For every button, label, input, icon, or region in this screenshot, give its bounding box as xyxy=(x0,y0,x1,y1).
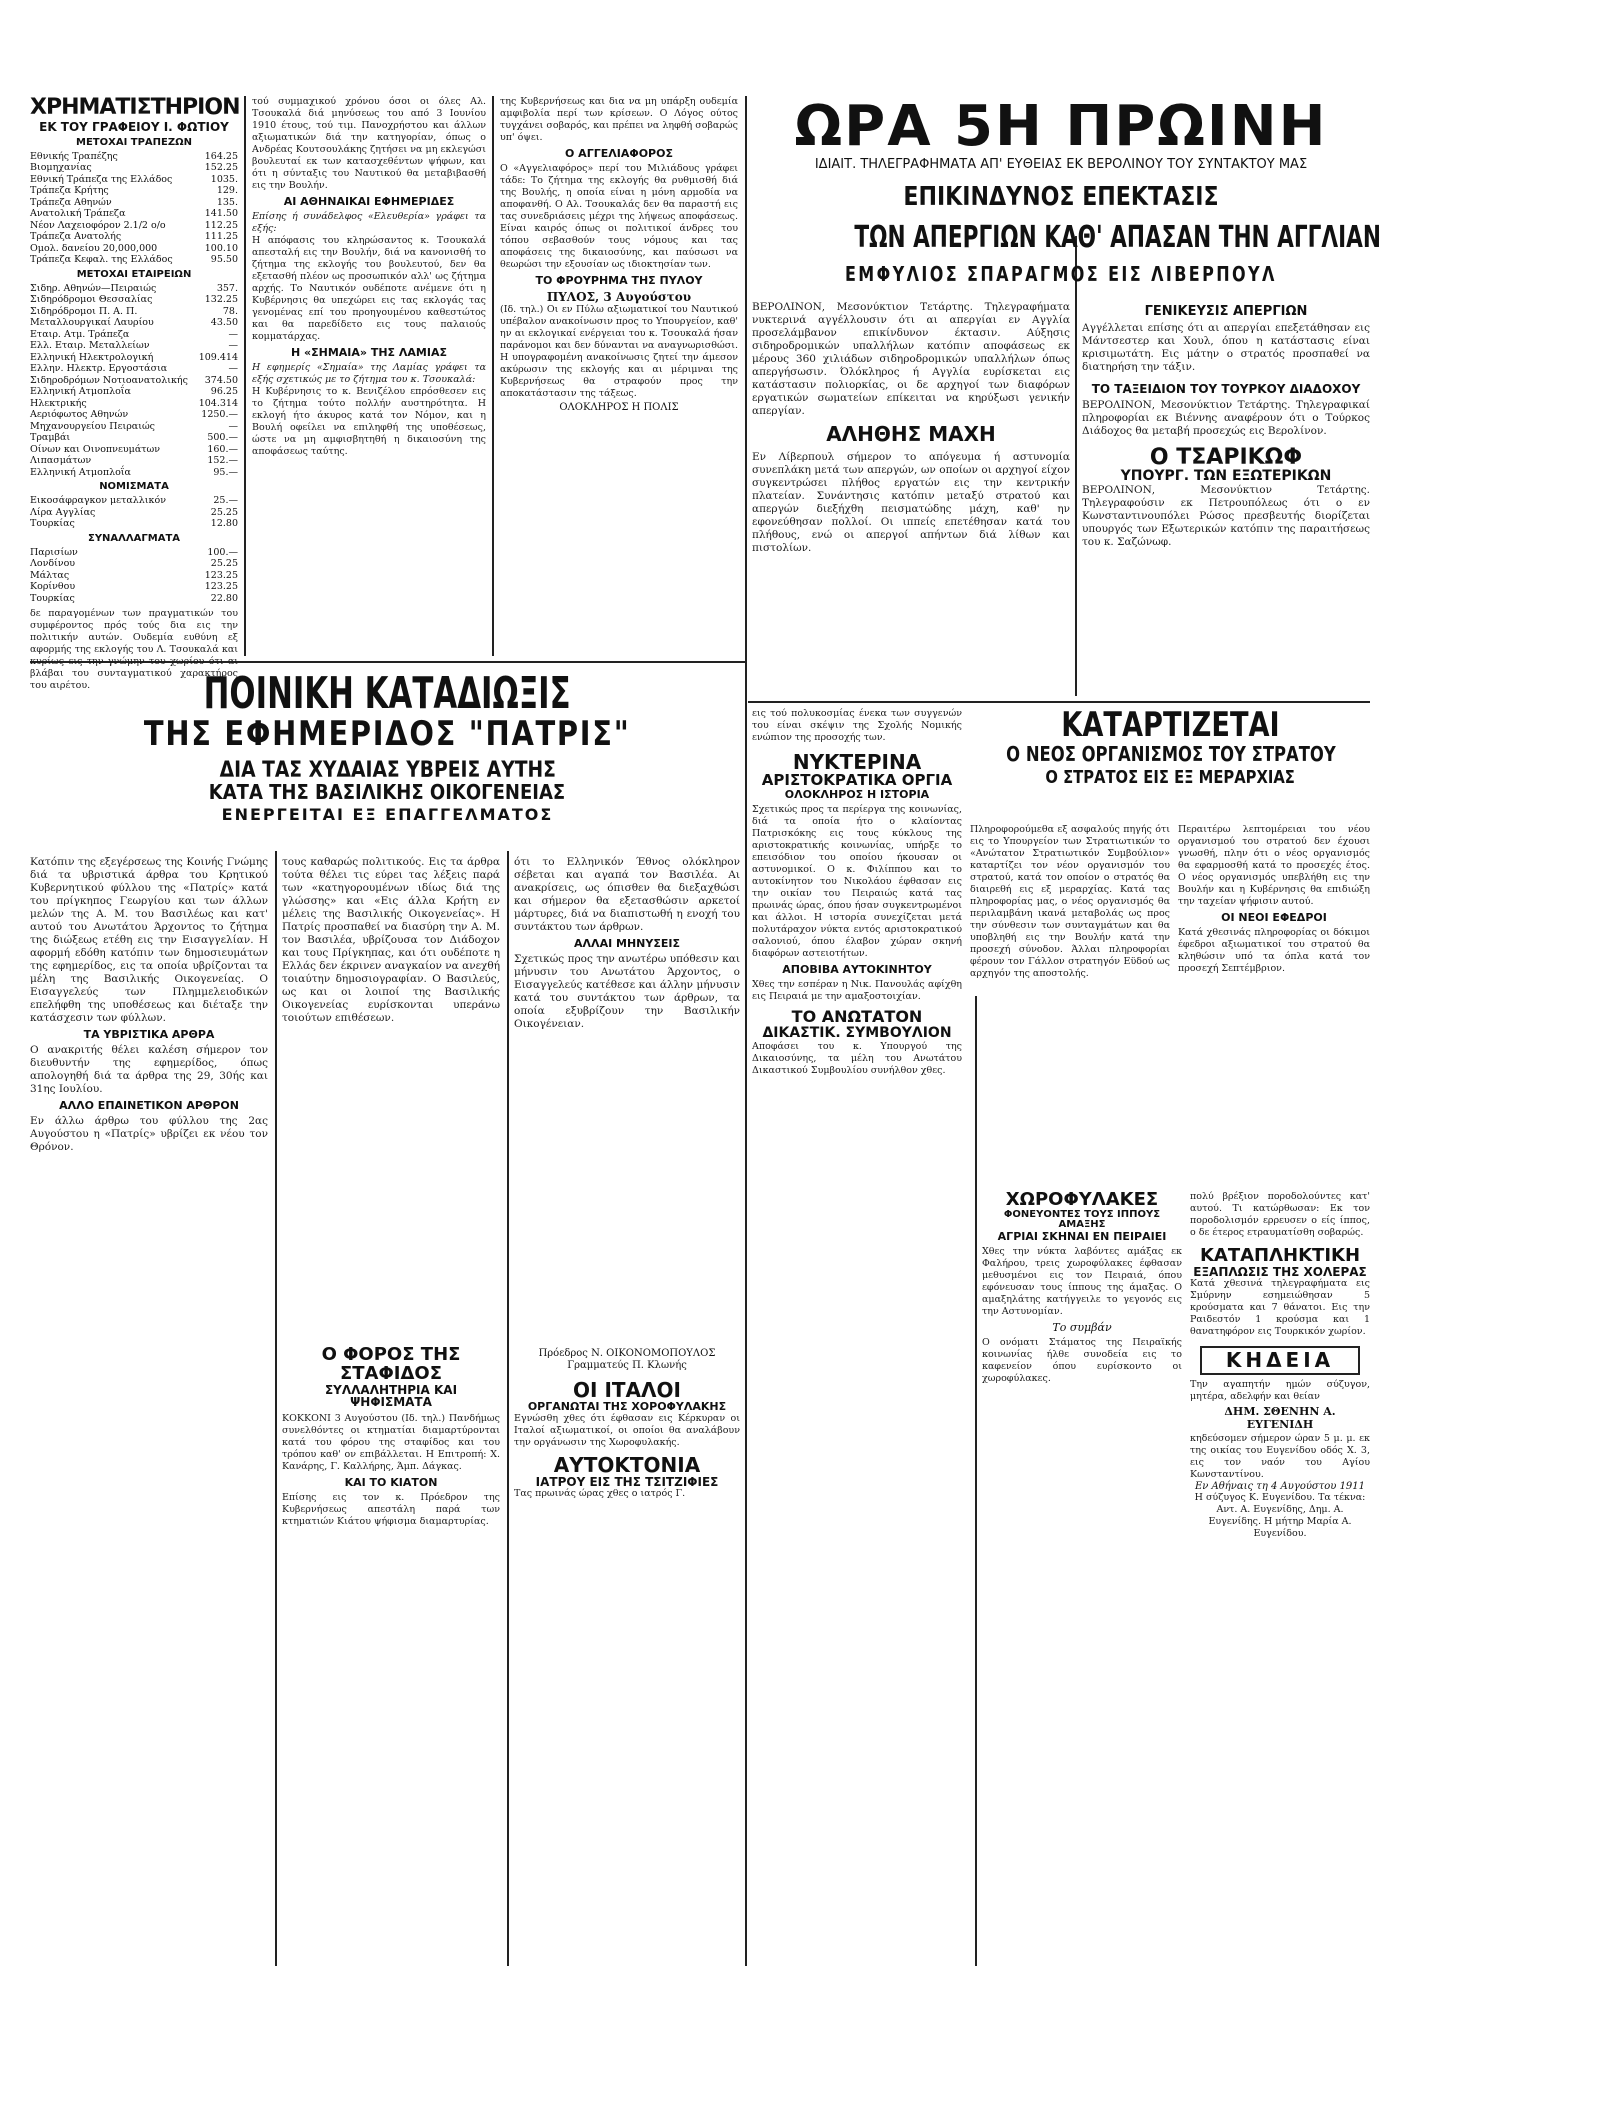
orgy-sub2: ΑΠΟΒΙΒΑ ΑΥΤΟΚΙΝΗΤΟΥ xyxy=(782,963,932,977)
funeral-signers: Η σύζυγος Κ. Ευγενίδου. Τα τέκνα: Αντ. Α. Ευγενίδης, Δημ. Α. Ευγενίδης. Η μήτηρ Μαρία Α. Ευγενίδου. xyxy=(1194,1492,1366,1540)
price-label: Ομολ. δανείου 20,000,000 xyxy=(30,242,158,254)
gendarmes-title3: ΑΓΡΙΑΙ ΣΚΗΝΑΙ ΕΝ ΠΕΙΡΑΙΕΙ xyxy=(997,1229,1167,1243)
army-head1: ΚΑΤΑΡΤΙΖΕΤΑΙ xyxy=(1060,705,1280,745)
patris-head3: ΔΙΑ ΤΑΣ ΧΥΔΑΙΑΣ ΥΒΡΕΙΣ ΑΥΤΗΣ xyxy=(219,757,556,783)
funeral-text2: κηδεύσομεν σήμερον ώραν 5 μ. μ. εκ της οικίας του Ευγενίδου οδός Χ. 3, εις τον ναόν του Αγίου Κωνσταντίνου. xyxy=(1190,1433,1370,1481)
price-value: 357. xyxy=(216,282,238,294)
cholera-title2: ΕΞΑΠΛΩΣΙΣ ΤΗΣ ΧΟΛΕΡΑΣ xyxy=(1193,1264,1367,1279)
army-head3: Ο ΣΤΡΑΤΟΣ ΕΙΣ ΕΞ ΜΕΡΑΡΧΙΑΣ xyxy=(1045,766,1295,788)
army-col2 xyxy=(1178,824,1370,1184)
price-label: Ελληνική Ατμοπλοΐα xyxy=(30,386,131,398)
right-text: πολύ βρέξιον ποροδολούντες κατ' αυτού. Τι κατώρθωσαν: Εκ τον ποροδολισμόν ερρευσεν ο είς ίππος, ο δε έτερος ετραυματίσθη σοβαρώς. xyxy=(1190,1191,1370,1238)
price-value: 100.10 xyxy=(204,242,238,254)
price-label: Τουρκίας xyxy=(30,518,75,530)
col3-section2-heading: ΠΥΛΟΣ, 3 Αυγούστου xyxy=(546,290,692,304)
right-sec1-text: Αγγέλλεται επίσης ότι αι απεργίαι επεξετάθησαν εις Μάντσεστερ και Χουλ, όπου η κατάστασις είναι κρισιμωτάτη. Εις μάτην ο στρατός προσπαθεί να διατηρήση την τάξιν. xyxy=(1082,322,1370,373)
price-row xyxy=(30,455,238,467)
column-rule xyxy=(244,96,246,656)
price-value: 109.414 xyxy=(198,351,238,363)
price-row xyxy=(30,208,238,220)
army-headlines xyxy=(970,705,1370,818)
col3b-text: Πρόεδρος Ν. ΟΙΚΟΝΟΜΟΠΟΥΛΟΣ Γραμματεύς Π. Κλωνής xyxy=(538,1348,716,1371)
price-row xyxy=(30,467,238,479)
strike-head3: ΕΜΦΥΛΙΟΣ ΣΠΑΡΑΓΜΟΣ ΕΙΣ ΛΙΒΕΡΠΟΥΛ xyxy=(845,262,1277,286)
coins-table xyxy=(30,495,238,530)
price-row xyxy=(30,432,238,444)
orgy-top-text: εις τού πολυκοσμίας ένεκα των συγγενών του είναι σκέψιν της Σχολής Νομικής ενώπιον της προσοχής των. xyxy=(752,708,962,743)
price-label: Κορίνθου xyxy=(30,581,76,593)
price-value: 129. xyxy=(216,185,238,197)
price-label: Ανατολική Τράπεζα xyxy=(30,208,126,220)
army-sub: ΟΙ ΝΕΟΙ ΕΦΕΔΡΟΙ xyxy=(1221,911,1327,924)
price-label: Τράπεζα Αθηνών xyxy=(30,196,112,208)
price-value: 25.25 xyxy=(210,506,238,518)
price-row xyxy=(30,547,238,559)
exchange-subtitle: ΕΚ ΤΟΥ ΓΡΑΦΕΙΟΥ Ι. ΦΩΤΙΟΥ xyxy=(39,120,229,135)
price-label: Νέον Λαχειοφόρον 2.1/2 ο/ο xyxy=(30,219,166,231)
price-value: 100.— xyxy=(207,546,238,558)
masthead-title: ΩΡΑ 5Η ΠΡΩΙΝΗ xyxy=(794,94,1328,159)
price-value: 500.— xyxy=(207,432,238,444)
funeral-name: ΔΗΜ. ΣΘΕΝΗΝ Α. ΕΥΓΕΝΙΔΗ xyxy=(1224,1405,1336,1432)
patris-c1-text2: Ο ανακριτής θέλει καλέση σήμερον τον διευθυντήν της εφημερίδος, όπως απολογηθή διά τα άρθρα της 29, 30ής και 31ης Ιουλίου. xyxy=(30,1044,268,1095)
price-value: 152.— xyxy=(207,455,238,467)
army-c2-text2: Κατά χθεσινάς πληροφορίας οι δόκιμοι έφεδροι αξιωματικοί του στρατού θα κληθώσιν υπό τα όπλα κατά τον προσεχή Σεπτέμβριον. xyxy=(1178,927,1370,974)
price-row xyxy=(30,386,238,398)
price-row xyxy=(30,363,238,375)
patris-c3-text: ότι το Ελληνικόν Έθνος ολόκληρον σέβεται και αγαπά τον Βασιλέα. Αι ανακρίσεις, ως όπισθεν θα διεξαχθώσι και σήμερον θα εξετασθώσιν αρκετοί μάρτυρες, διά να διαπιστωθή η ενοχή του συντάκτου των άρθρων. xyxy=(514,856,740,933)
price-value: 1250.— xyxy=(201,409,238,421)
patris-head4: ΚΑΤΑ ΤΗΣ ΒΑΣΙΛΙΚΗΣ ΟΙΚΟΓΕΝΕΙΑΣ xyxy=(209,779,566,804)
right-sec2-text: ΒΕΡΟΛΙΝΟΝ, Μεσονύκτιον Τετάρτης. Τηλεγραφικαί πληροφορίαι εκ Βιέννης αναφέρουν ότι ο Τούρκος Διάδοχος θα μεταβή προσεχώς εις Βερολίνον. xyxy=(1082,399,1370,437)
patris-c1-text: Κατόπιν της εξεγέρσεως της Κοινής Γνώμης διά τα υβριστικά άρθρα του Κρητικού Κυβερνητικού φύλλου της «Πατρίς» κατά του πρίγκηπος Γεωργίου και των άλλων μελών της Α. Μ. του Βασιλέως και κατ' αυτού του Ανωτάτου Άρχοντος το ζήτημα της διώξεως ετέθη εις την Εισαγγελίαν. Η αφορμή εδόθη κατόπιν των δημοσιευμάτων της εφημερίδος, εις τα οποία υβρίζονται τα μέλη της Βασιλικής Οικογενείας. Ο Εισαγγελεύς των Πλημμελειοδικών επελήφθη της υποθέσεως και διέταξε την κατάσχεσιν των φύλλων. xyxy=(30,856,268,1024)
price-label: Εταιρ. Ατμ. Τράπεζα xyxy=(30,328,130,340)
gendarmes-text2: Ο ονόματι Στάματος της Πειραϊκής κοινωνίας ήλθε συνοδεία εις το καφενείον όπου ευρίσκοντο οι χωροφύλακες. xyxy=(982,1337,1182,1385)
battle-text: Εν Λίβερπουλ σήμερον το απόγευμα ή αστυνομία συνεπλάκη μετά των απεργών, ων οποίων οι αρχηγοί είχον συγκεντρώσει πλήθος εργατών εις την κεντρικήν πλατείαν. Συνάντησις κατόπιν μεταξύ στρατού και απεργών διεξήχθη πεισματώδης μάχη, καθ' ην εφονεύθησαν πολλοί. Οι ιππείς επετέθησαν κατά του πλήθους, ενώ οι απεργοί απήντων διά λίθων και πιστολίων. xyxy=(752,451,1070,554)
patris-c1-text3: Εν άλλω άρθρω του φύλλου της 2ας Αυγούστου η «Πατρίς» υβρίζει εκ νέου τον Θρόνον. xyxy=(30,1115,268,1153)
price-value: 43.50 xyxy=(210,317,238,329)
strike-left xyxy=(752,301,1070,696)
price-row xyxy=(30,220,238,232)
column-rule xyxy=(275,851,277,1966)
price-row xyxy=(30,151,238,163)
col3b-stories xyxy=(514,1346,740,1966)
strike-head1: ΕΠΙΚΙΝΔΥΝΟΣ ΕΠΕΚΤΑΣΙΣ xyxy=(903,182,1219,212)
orgy-column xyxy=(752,708,962,1966)
currants-text2: Επίσης εις τον κ. Πρόεδρον της Κυβερνήσεως απεστάλη παρά των κτηματιών Κιάτου ψήφισμα διαμαρτυρίας. xyxy=(282,1491,500,1527)
strike-left-text: ΒΕΡΟΛΙΝΟΝ, Μεσονύκτιον Τετάρτης. Τηλεγραφήματα νυκτερινά αγγέλλουσιν ότι αι απεργίαι εν Αγγλία προσελάμβανον επικίνδυνον έκτασιν. Αύξησις σιδηροδρομικών υπαλλήλων κατόπιν αποφάσεως εκ μέρους 360 χιλιάδων σιδηροδρομικών υπαλλήλων όπως απεργήσωσιν. Όλόκληρος ή Αγγλία ευρίσκεται εις κατάστασιν πολιορκίας, οι δε αρχηγοί των διαφόρων εργατικών σωματείων επίκειται να κηρύξωσι γενικήν απεργίαν. xyxy=(752,301,1070,417)
price-row xyxy=(30,398,238,410)
cholera-title1: ΚΑΤΑΠΛΗΚΤΙΚΗ xyxy=(1199,1245,1361,1266)
price-value: 22.80 xyxy=(210,592,238,604)
right-column xyxy=(1190,1191,1370,1966)
price-row xyxy=(30,294,238,306)
column-rule xyxy=(745,96,747,1966)
patris-head5: ΕΝΕΡΓΕΙΤΑΙ ΕΞ ΕΠΑΓΓΕΛΜΑΤΟΣ xyxy=(221,804,554,824)
patris-c3-sub: ΑΛΛΑΙ ΜΗΝΥΣΕΙΣ xyxy=(574,937,680,950)
price-value: 160.— xyxy=(207,443,238,455)
price-label: Τουρκίας xyxy=(30,592,75,604)
patris-c1-sub2: ΑΛΛΟ ΕΠΑΙΝΕΤΙΚΟΝ ΑΡΘΡΟΝ xyxy=(59,1099,239,1112)
newspaper-page xyxy=(30,94,1381,1966)
price-value: 96.25 xyxy=(210,386,238,398)
col2-top-text: τού συμμαχικού χρόνου όσοι οι όλες Αλ. Τσουκαλά διά μηνύσεως του από 3 Ιουνίου 1910 έτους, τού τιμ. Πανοχρήστου και άλλων αξιωματικών διά την κατηγορίαν, όπως ο Ανδρέας Κουτσουλάκης ζητήσει να μη εκλεγώσι βουλευταί εκ των κατασχεθέντων ψήφων, και ότι η σύνταξις του Ναυτικού θα μεταβιβασθή εις την Βουλήν. xyxy=(252,96,486,191)
exchange-column xyxy=(30,95,240,692)
price-label: Οίνων και Οινοπνευμάτων xyxy=(30,443,161,455)
price-label: Λιπασμάτων xyxy=(30,455,92,467)
orgy-sub3-1: ΤΟ ΑΝΩΤΑΤΟΝ xyxy=(791,1007,923,1027)
price-label: Εικοσάφραγκον μεταλλικόν xyxy=(30,495,166,507)
orgy-text: Σχετικώς προς τα περίεργα της κοινωνίας, διά τα οποία ήτο ο κλαίοντας Πατρισκόκης εις τους κύκλους της αριστοκρατικής κοινωνίας, υπήρξε το επεισόδιον του οποίου ήκουσαν οι αστυνομικοί. Ο κ. Φιλίππου και το αυτοκίνητον του Νικολάου έφθασαν εις την οικίαν του Πειραιώς κατά τας πρωινάς ώρας, όπου ήσαν συγκεντρωμένοι και άλλοι. Η ιστορία συνεχίζεται μετά πολυτάραχον νύκτα εντός αριστοκρατικού σαλονιού, όπου έλαβον χώραν σκηνή διαφόρων αστειοτήτων. xyxy=(752,804,962,960)
price-row xyxy=(30,329,238,341)
funeral-date: Εν Αθήναις τη 4 Αυγούστου 1911 xyxy=(1194,1481,1366,1493)
price-row xyxy=(30,581,238,593)
price-value: 123.25 xyxy=(204,581,238,593)
price-row xyxy=(30,558,238,570)
patris-head1: ΠΟΙΝΙΚΗ ΚΑΤΑΔΙΩΞΙΣ xyxy=(203,668,572,719)
gendarmes-title2: ΦΟΝΕΥΟΝΤΕΣ ΤΟΥΣ ΙΠΠΟΥΣ ΑΜΑΞΗΣ xyxy=(1003,1208,1161,1231)
orgy-text2: Χθες την εσπέραν η Νικ. Πανουλάς αφίχθη εις Πειραιά με την αμαξοστοιχίαν. xyxy=(752,979,962,1003)
price-row xyxy=(30,518,238,530)
price-label: Αεριόφωτος Αθηνών xyxy=(30,409,129,421)
column-rule xyxy=(492,96,494,656)
exchange-body: δε παραγομένων των πραγματικών του συμφέροντος πρός τούς δια εις την πολιτικήν αυτών. Ουδεμία ευθύνη εξ αφορμής της εκλογής του Λ. Τσουκαλά και κυρίως εις την γνώμην του χωρίου ότι αι βλάβαι του συνταγματικού χαρακτήρος του αιρέτου. xyxy=(30,608,238,692)
price-value: 123.25 xyxy=(204,569,238,581)
currants-subtitle: ΣΥΛΛΑΛΗΤΗΡΙΑ ΚΑΙ ΨΗΦΙΣΜΑΤΑ xyxy=(324,1382,458,1410)
price-label: Ελλην. Ηλεκτρ. Εργοστάσια xyxy=(30,363,168,375)
suicide-text: Τας πρωινάς ώρας χθες ο ιατρός Γ. xyxy=(514,1488,686,1500)
patris-col3 xyxy=(514,856,740,1336)
price-label: Τραμβάι xyxy=(30,432,71,444)
companies-table xyxy=(30,283,238,479)
funeral-title: ΚΗΔΕΙΑ xyxy=(1225,1348,1335,1373)
price-value: — xyxy=(228,363,238,375)
price-label: Σιδηρ. Αθηνών—Πειραιώς xyxy=(30,282,157,294)
patris-headlines xyxy=(30,668,745,851)
price-label: Εθνική Τράπεζα της Ελλάδος xyxy=(30,173,173,185)
price-row xyxy=(30,409,238,421)
strike-headline-3 xyxy=(752,264,1370,294)
right-sec3-title1: Ο ΤΣΑΡΙΚΩΦ xyxy=(1149,445,1303,470)
italians-title2: ΟΡΓΑΝΩΤΑΙ ΤΗΣ ΧΟΡΟΦΥΛΑΚΗΣ xyxy=(527,1400,727,1413)
price-label: Μηχανουργείου Πειραιώς xyxy=(30,420,156,432)
column-rule xyxy=(507,851,509,1966)
price-row xyxy=(30,375,238,387)
price-value: 1035. xyxy=(210,173,238,185)
army-c2-text: Περαιτέρω λεπτομέρειαι του νέου οργανισμού του στρατού δεν έχουσι γνωσθή, πλην ότι ο νέος οργανισμός θα εφαρμοσθή κατά το προσεχές έτος. Ο νέος οργανισμός υπεβλήθη εις την Βουλήν και η Κυβέρνησις θα επιδιώξη την ταχείαν ψήφισιν αυτού. xyxy=(1178,824,1370,907)
right-sec3-text: ΒΕΡΟΛΙΝΟΝ, Μεσονύκτιον Τετάρτης. Τηλεγραφούσιν εκ Πετρουπόλεως ότι ο εν Κωνσταντινουπόλει Ρώσος πρεσβευτής διορίζεται υπουργός των Εξωτερικών κατόπιν της παραιτήσεως του κ. Σαζώνωφ. xyxy=(1082,483,1370,548)
currants-sub2: ΚΑΙ ΤΟ ΚΙΑΤΟΝ xyxy=(344,1475,438,1489)
price-row xyxy=(30,231,238,243)
suicide-title2: ΙΑΤΡΟΥ ΕΙΣ ΤΗΣ ΤΣΙΤΖΙΦΙΕΣ xyxy=(535,1474,719,1489)
col2-section2-title: Η «ΣΗΜΑΙΑ» ΤΗΣ ΛΑΜΙΑΣ xyxy=(290,346,447,359)
price-row xyxy=(30,352,238,364)
currants-text: ΚΟΚΚΟΝΙ 3 Αυγούστου (Ιδ. τηλ.) Πανδήμως συνελθόντες οι κτηματίαι διαμαρτύρονται κατά του φόρου της σταφίδος και του τρόπου καθ' ον επιβάλλεται. Η Επιτροπή: Χ. Κανάρης, Γ. Καλλήρης, Άμπ. Δάγκας. xyxy=(282,1412,500,1472)
col3-signature: ΟΛΟΚΛΗΡΟΣ Η ΠΟΛΙΣ xyxy=(559,402,679,413)
army-c1-text: Πληροφορούμεθα εξ ασφαλούς πηγής ότι εις το Υπουργείον των Στρατιωτικών το «Ανώτατον Στρατιωτικόν Συμβούλιον» καταρτίζει τον νέον οργανισμόν του στρατού, κατά τον οποίον ο στρατός θα διαιρεθή εις εξ μεραρχίας. Κατά τας πληροφορίας μας, ο νέος οργανισμός θα περιλαμβάνη ικανά μεταβολάς ως προς την σύνθεσιν των συνταγμάτων και θα υποβληθή εις την Βουλήν κατά την προσεχή σύνοδον. Άλλαι πληροφορίαι φέρουν τον Γάλλον στρατηγόν Εϋδού ως αρχηγόν της αποστολής. xyxy=(970,824,1170,979)
gendarmes-text: Χθες την νύκτα λαβόντες αμάξας εκ Φαλήρου, τρεις χωροφύλακες έφθασαν μεθυσμένοι εις τον Πειραιά, όπου εφόνευσαν τους ίππους της άμαξας. Ο αμαξηλάτης κατήγγειλε το γεγονός εις την Αστυνομίαν. xyxy=(982,1246,1182,1318)
price-label: Τράπεζα Κεφαλ. της Ελλάδος xyxy=(30,254,173,266)
funeral-text: Την αγαπητήν ημών σύζυγον, μητέρα, αδελφήν και θείαν xyxy=(1190,1379,1370,1403)
exchange-title: ΧΡΗΜΑΤΙΣΤΗΡΙΟΝ xyxy=(30,95,240,120)
price-row xyxy=(30,317,238,329)
col3-section2-title: ΤΟ ΦΡΟΥΡΗΜΑ ΤΗΣ ΠΥΛΟΥ xyxy=(535,274,703,287)
italians-title1: ΟΙ ΙΤΑΛΟΙ xyxy=(573,1378,681,1402)
price-label: Ηλεκτρικής xyxy=(30,397,87,409)
col2-section2-text: Η Κυβέρνησις το κ. Βενιζέλου επρόσθεσεν εις το ζήτημα τούτο πολλήν αυστηρότητα. Η εκλογή ήτο άκυρος κατά τον Νόμον, και η Βουλή οφείλει να επιληφθή της υποθέσεως, ώστε να μη αμφισβητηθή η δικαιοσύνη της αποφάσεως ταύτης. xyxy=(252,386,486,457)
price-row xyxy=(30,444,238,456)
price-row xyxy=(30,185,238,197)
patris-c3-text2: Σχετικώς προς την ανωτέρω υπόθεσιν και μήνυσιν του Ανωτάτου Άρχοντος, ο Εισαγγελεύς κατέθεσε και άλλην μήνυσιν κατά του συντάκτου των άρθρων, τα οποία εξυβρίζουν την Βασιλικήν Οικογένειαν. xyxy=(514,953,740,1030)
price-row xyxy=(30,306,238,318)
price-row xyxy=(30,593,238,605)
col2-section1-title: ΑΙ ΑΘΗΝΑΙΚΑΙ ΕΦΗΜΕΡΙΔΕΣ xyxy=(283,195,455,208)
price-value: 111.25 xyxy=(204,231,238,243)
price-label: Μάλτας xyxy=(30,569,70,581)
price-value: 141.50 xyxy=(204,208,238,220)
price-row xyxy=(30,340,238,352)
col3-section2-text: (Ιδ. τηλ.) Οι εν Πύλω αξιωματικοί του Ναυτικού υπέβαλον ανακοίνωσιν προς το Υπουργείον, καθ' ην αι εκλογικαί ενέργειαι του κ. Τσουκαλά ήσαν παράνομοι και δεν δύνανται να αναγνωρισθώσι. Η υπογραφομένη ανακοίνωσις ζητεί την άμεσον ακύρωσιν της εκλογής και αι μέριμναι της Κυβερνήσεως θα στραφούν προς την αποκατάστασιν της τάξεως. xyxy=(500,304,738,399)
patris-head2: ΤΗΣ ΕΦΗΜΕΡΙΔΟΣ "ΠΑΤΡΙΣ" xyxy=(144,714,631,755)
price-value: 152.25 xyxy=(204,162,238,174)
fx-heading: ΣΥΝΑΛΛΑΓΜΑΤΑ xyxy=(87,532,181,544)
price-label: Σιδηρόδρομοι Π. Α. Π. xyxy=(30,305,138,317)
strike-headline-2 xyxy=(752,220,1381,262)
price-row xyxy=(30,197,238,209)
price-value: 374.50 xyxy=(204,374,238,386)
banks-heading: ΜΕΤΟΧΑΙ ΤΡΑΠΕΖΩΝ xyxy=(76,136,192,148)
price-row xyxy=(30,254,238,266)
price-label: Σιδηρόδρομοι Θεσσαλίας xyxy=(30,294,153,306)
masthead-subtitle: ΙΔΙΑΙΤ. ΤΗΛΕΓΡΑΦΗΜΑΤΑ ΑΠ' ΕΥΘΕΙΑΣ ΕΚ ΒΕΡΟΛΙΝΟΥ ΤΟΥ ΣΥΝΤΑΚΤΟΥ ΜΑΣ xyxy=(814,157,1308,172)
col2-section2-intro: Η εφημερίς «Σημαία» της Λαμίας γράφει τα εξής σχετικώς με το ζήτημα του κ. Τσουκαλά: xyxy=(252,362,486,385)
gendarmes-story xyxy=(982,1191,1182,1966)
price-value: 164.25 xyxy=(204,150,238,162)
orgy-title3: ΟΛΟΚΛΗΡΟΣ Η ΙΣΤΟΡΙΑ xyxy=(784,787,930,801)
price-label: Σιδηροδρόμων Νοτιοανατολικής xyxy=(30,374,188,386)
price-row xyxy=(30,243,238,255)
price-label: Μεταλλουργικαί Λαυρίου xyxy=(30,317,154,329)
strike-right xyxy=(1082,301,1370,696)
currants-story xyxy=(282,1346,500,1966)
price-value: 112.25 xyxy=(204,219,238,231)
price-label: Τράπεζα Ανατολής xyxy=(30,231,122,243)
price-label: Λίρα Αγγλίας xyxy=(30,506,96,518)
price-value: 132.25 xyxy=(204,294,238,306)
right-sec3-title2: ΥΠΟΥΡΓ. ΤΩΝ ΕΞΩΤΕΡΙΚΩΝ xyxy=(1120,468,1332,485)
price-value: 25.— xyxy=(213,495,238,507)
price-value: — xyxy=(228,420,238,432)
price-row xyxy=(30,570,238,582)
price-label: Παρισίων xyxy=(30,546,78,558)
right-sec1-title: ΓΕΝΙΚΕΥΣΙΣ ΑΠΕΡΓΙΩΝ xyxy=(1144,304,1308,319)
strike-head2: ΤΩΝ ΑΠΕΡΓΙΩΝ ΚΑΘ' ΑΠΑΣΑΝ ΤΗΝ ΑΓΓΛΙΑΝ xyxy=(854,220,1381,255)
italians-text: Εγνώσθη χθες ότι έφθασαν εις Κέρκυραν οι Ιταλοί αξιωματικοί, οι οποίοι θα αναλάβουν την οργάνωσιν της Χωροφυλακής. xyxy=(514,1412,740,1448)
battle-title: ΑΛΗΘΗΣ ΜΑΧΗ xyxy=(826,422,996,446)
price-value: 95.— xyxy=(213,466,238,478)
price-label: Εθνικής Τραπέζης xyxy=(30,150,118,162)
price-value: — xyxy=(228,340,238,352)
price-row xyxy=(30,507,238,519)
price-label: Ελλ. Εταιρ. Μεταλλείων xyxy=(30,340,150,352)
currants-title: Ο ΦΟΡΟΣ ΤΗΣ ΣΤΑΦΙΔΟΣ xyxy=(321,1344,461,1384)
banks-table xyxy=(30,151,238,266)
price-row xyxy=(30,421,238,433)
army-head2: Ο ΝΕΟΣ ΟΡΓΑΝΙΣΜΟΣ ΤΟΥ ΣΤΡΑΤΟΥ xyxy=(1006,741,1336,766)
price-value: 12.80 xyxy=(210,518,238,530)
price-row xyxy=(30,495,238,507)
army-col1 xyxy=(970,824,1170,1184)
price-value: 135. xyxy=(216,196,238,208)
price-row xyxy=(30,283,238,295)
orgy-text3: Αποφάσει του κ. Υπουργού της Δικαιοσύνης, τα μέλη του Ανωτάτου Δικαστικού Συμβουλίου συνήλθον χθες. xyxy=(752,1040,962,1076)
col2-section1-intro: Επίσης ή συνάδελφος «Ελευθερία» γράφει τα εξής: xyxy=(252,211,486,234)
price-row xyxy=(30,162,238,174)
patris-col1 xyxy=(30,856,268,1966)
col3-top-text: της Κυβερνήσεως και δια να μη υπάρξη ουδεμία αμφιβολία περί των κρίσεων. Ο Λόγος ούτος τυγχάνει σοβαρός, και πρέπει να ληφθή σοβαρώς υπ' όψει. xyxy=(500,96,738,143)
col2-section1-text: Η απόφασις του κληρώσαντος κ. Τσουκαλά απεσταλή εις την Βουλήν, διά να κανονισθή το ζήτημα της εκλογής του βουλευτού, δεν θα εξετασθή πλέον ως προσωπικόν αλλ' ως ζήτημα αρχής. Το Ναυτικόν ουδέποτε ανέμενε ότι η Κυβέρνησις θα υπεχώρει εις τας εκλογάς τας γενομένας επί του προηγουμένου καθεστώτος και θα παρεδίδετο εις τους παλαιούς κομματάρχας. xyxy=(252,235,486,342)
price-label: Ελληνική Ηλεκτρολογική xyxy=(30,351,154,363)
column-2 xyxy=(252,96,486,656)
price-value: 95.50 xyxy=(210,254,238,266)
orgy-title2: ΑΡΙΣΤΟΚΡΑΤΙΚΑ ΟΡΓΙΑ xyxy=(761,771,953,789)
gendarmes-title1: ΧΩΡΟΦΥΛΑΚΕΣ xyxy=(1005,1189,1159,1210)
price-value: 104.314 xyxy=(198,397,238,409)
funeral-box xyxy=(1200,1346,1360,1375)
suicide-title1: ΑΥΤΟΚΤΟΝΙΑ xyxy=(553,1452,701,1477)
price-label: Τράπεζα Κρήτης xyxy=(30,185,109,197)
column-rule xyxy=(1075,236,1077,696)
price-label: Βιομηχανίας xyxy=(30,162,92,174)
orgy-sub3-2: ΔΙΚΑΣΤΙΚ. ΣΥΜΒΟΥΛΙΟΝ xyxy=(762,1025,952,1042)
price-label: Λονδίνου xyxy=(30,558,76,570)
patris-col2 xyxy=(282,856,500,1336)
price-value: — xyxy=(228,328,238,340)
col3-section1-title: Ο ΑΓΓΕΛΙΑΦΟΡΟΣ xyxy=(565,147,673,160)
price-label: Ελληνική Ατμοπλοΐα xyxy=(30,466,131,478)
col3-section1-text: Ο «Αγγελιαφόρος» περί του Μιλιάδους γράφει τάδε: Το ζήτημα της εκλογής θα ρυθμισθή διά της Βουλής, η οποία είναι η μόνη αρμοδία να αποφανθή. Ο Αλ. Τσουκαλάς δεν θα παραστή εις τας συνεδριάσεις μέχρι της λήψεως αποφάσεως. Είναι καιρός όπως οι πολιτικοί άνδρες του τόπου σεβασθούν τους νόμους και τας αποφάσεις της δικαιοσύνης, και παύσωσι να θεωρώσι την εξουσίαν ως ιδιοκτησίαν των. xyxy=(500,163,738,270)
gendarmes-sub: Το συμβάν xyxy=(1052,1321,1112,1335)
right-sec2-title: ΤΟ ΤΑΞΕΙΔΙΟΝ ΤΟΥ ΤΟΥΡΚΟΥ ΔΙΑΔΟΧΟΥ xyxy=(1091,382,1361,396)
price-row xyxy=(30,174,238,186)
price-value: 25.25 xyxy=(210,558,238,570)
cholera-text: Κατά χθεσινά τηλεγραφήματα εις Σμύρνην εσημειώθησαν 5 κρούσματα και 7 θάνατοι. Εις την Ραιδεστόν 1 κρούσμα και 1 θανατηφόρον εις Τουρκικόν χωρίον. xyxy=(1190,1278,1370,1338)
orgy-title1: ΝΥΚΤΕΡΙΝΑ xyxy=(792,750,922,774)
coins-heading: ΝΟΜΙΣΜΑΤΑ xyxy=(99,481,169,493)
section-rule xyxy=(748,701,1370,703)
patris-c2-text: τους καθαρώς πολιτικούς. Εις τα άρθρα τούτα θέλει τις εύρει τας λέξεις παρά των «κατηγορουμένων ιδίως διά της γλώσσης» και «Εις άλλα Κρήτη εν μέλεις της Βασιλικής Οικογενείας». Η Πατρίς προσπαθεί να διασύρη την Α. Μ. τον Βασιλέα, υβρίζουσα τον Διάδοχον και τους Πρίγκηπας, και ότι ουδέποτε η Ελλάς δεν έκρινεν αναγκαίον να ανεχθή τοιαύτην δημοσιογραφίαν. Ο Βασιλεύς, ως και οι λοιποί της Βασιλικής Οικογενείας ευρίσκονται υπεράνω τοιούτων επιθέσεων. xyxy=(282,856,500,1024)
patris-c1-sub1: ΤΑ ΥΒΡΙΣΤΙΚΑ ΑΡΘΡΑ xyxy=(83,1028,215,1041)
masthead xyxy=(752,96,1370,176)
price-value: 78. xyxy=(222,305,238,317)
fx-table xyxy=(30,547,238,605)
companies-heading: ΜΕΤΟΧΑΙ ΕΤΑΙΡΕΙΩΝ xyxy=(76,268,192,280)
column-3 xyxy=(500,96,738,656)
